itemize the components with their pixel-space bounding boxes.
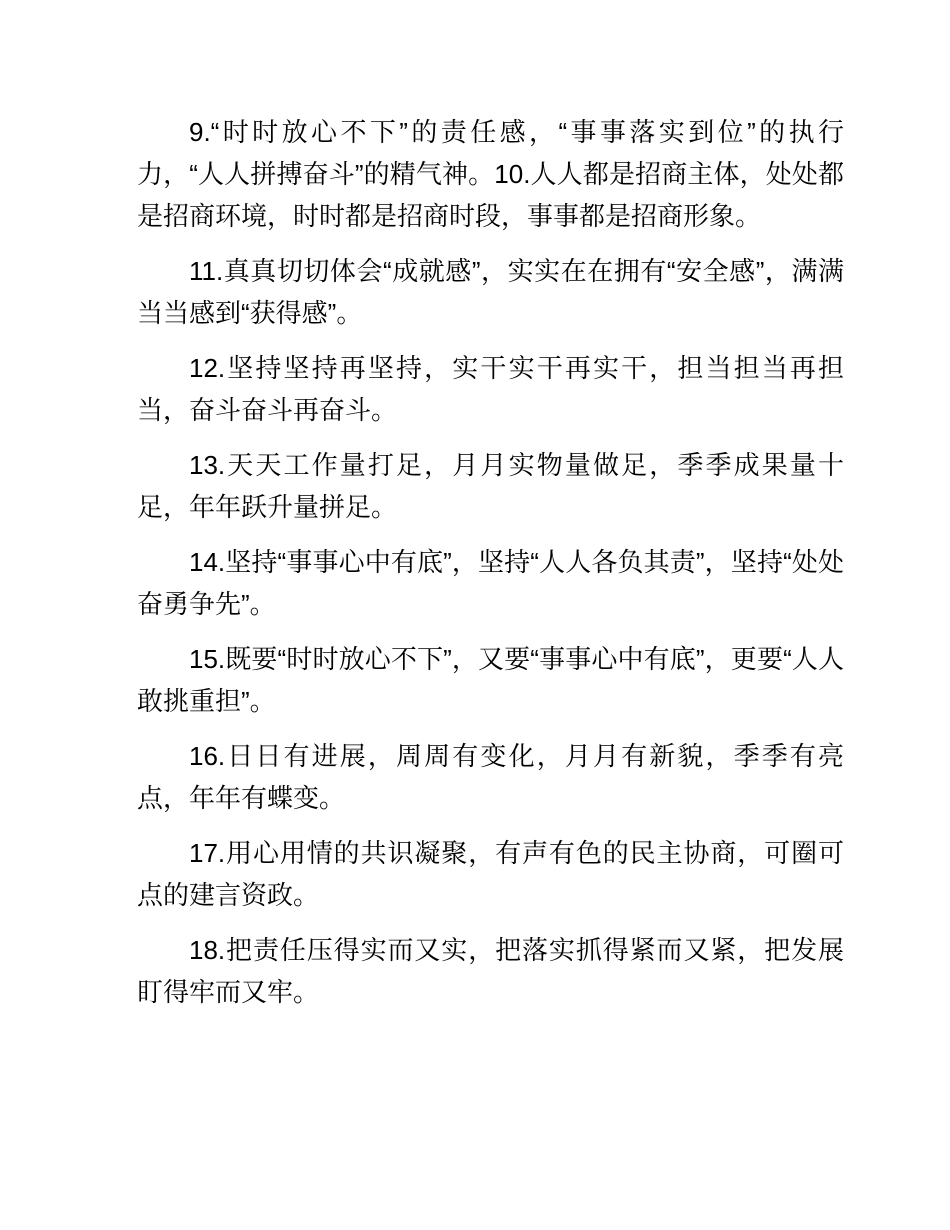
paragraph-18: 18.把责任压得实而又实，把落实抓得紧而又紧，把发展盯得牢而又牢。 [137, 935, 844, 1007]
paragraph-14: 14.坚持“事事心中有底”，坚持“人人各负其责”，坚持“处处奋勇争先”。 [137, 547, 844, 619]
paragraph-15: 15.既要“时时放心不下”，又要“事事心中有底”，更要“人人敢挑重担”。 [137, 644, 844, 716]
paragraph-11: 11.真真切切体会“成就感”，实实在在拥有“安全感”，满满当当感到“获得感”。 [137, 256, 844, 328]
paragraph-16: 16.日日有进展，周周有变化，月月有新貌，季季有亮点，年年有蝶变。 [137, 741, 844, 813]
paragraph-12: 12.坚持坚持再坚持，实干实干再实干，担当担当再担当，奋斗奋斗再奋斗。 [137, 353, 844, 425]
paragraph-13: 13.天天工作量打足，月月实物量做足，季季成果量十足，年年跃升量拼足。 [137, 450, 844, 522]
paragraph-9-10: 9.“时时放心不下”的责任感，“事事落实到位”的执行力，“人人拼搏奋斗”的精气神。10.人人都是招商主体，处处都是招商环境，时时都是招商时段，事事都是招商形象。 [137, 117, 844, 231]
paragraph-17: 17.用心用情的共识凝聚，有声有色的民主协商，可圈可点的建言资政。 [137, 838, 844, 910]
